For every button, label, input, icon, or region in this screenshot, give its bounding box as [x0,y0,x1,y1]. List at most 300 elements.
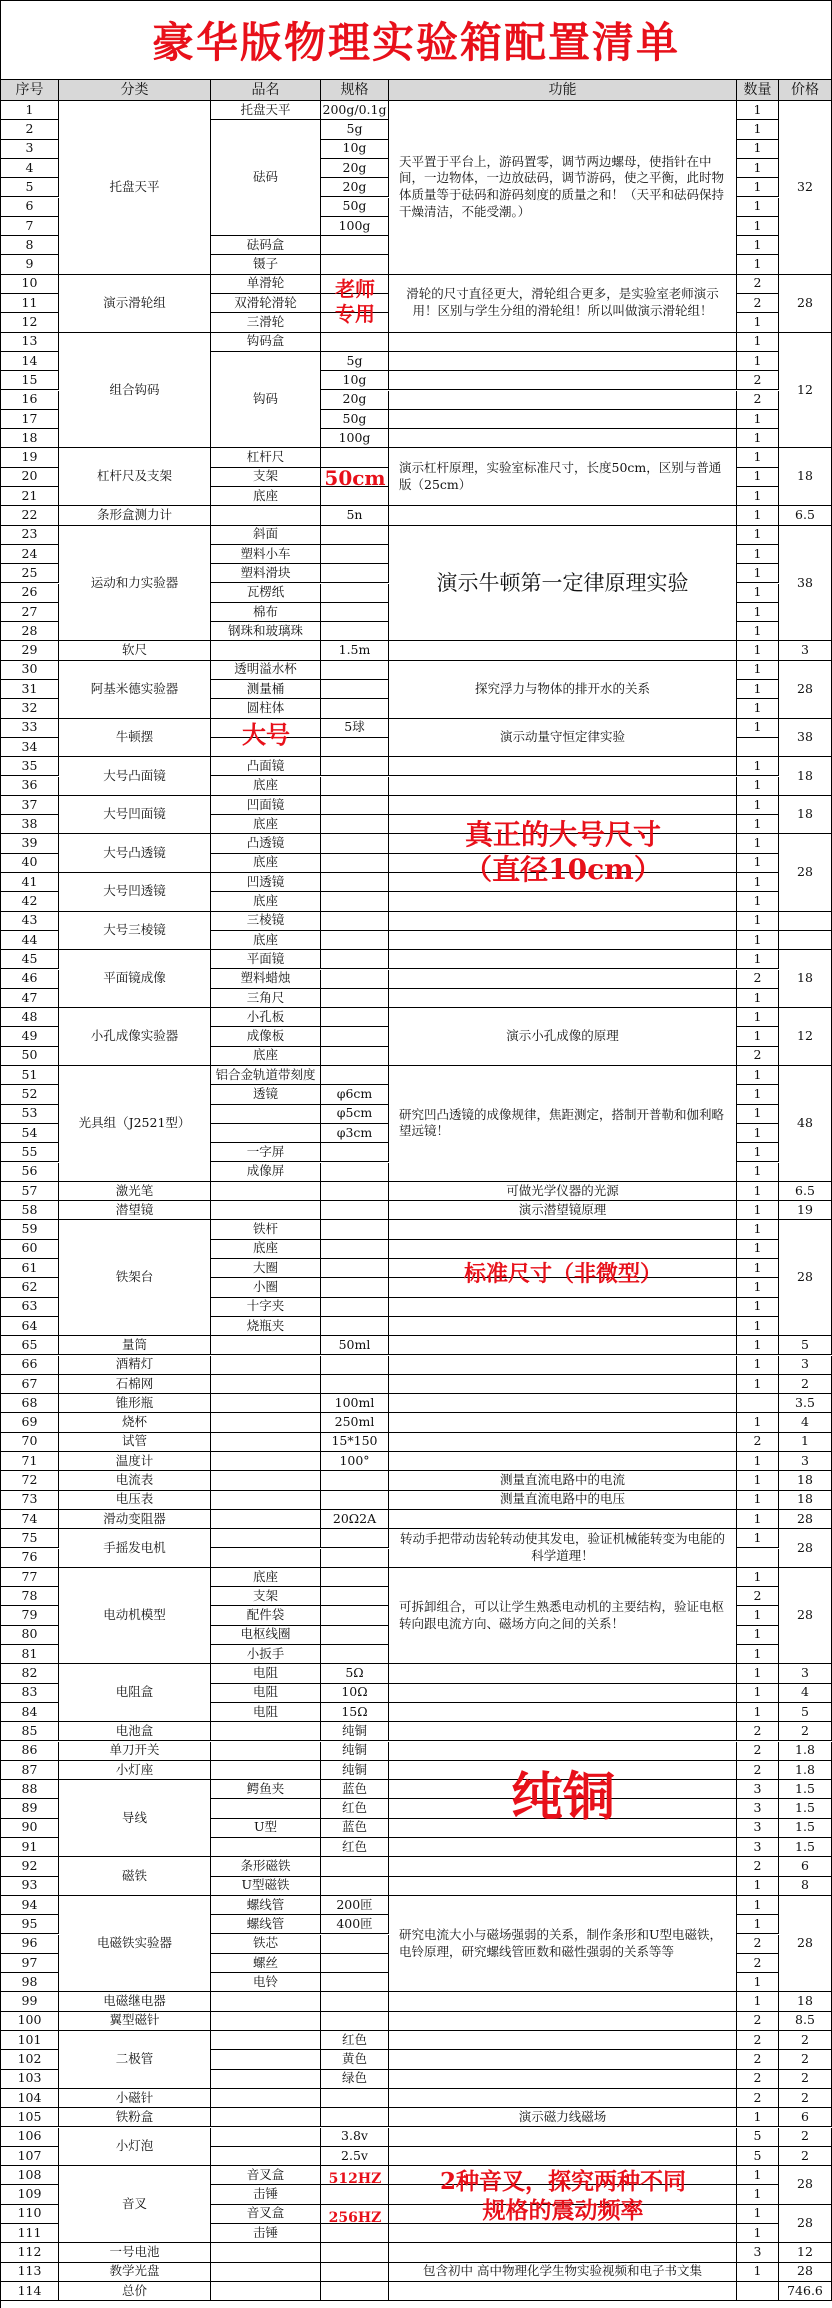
category-cell: 小磁针 [59,2089,211,2108]
category-cell: 一号电池 [59,2243,211,2262]
item-cell [211,2128,321,2147]
row-number: 90 [1,1819,59,1838]
spec-cell [321,1278,389,1297]
item-cell: 圆柱体 [211,699,321,718]
quantity-cell: 1 [737,1336,779,1355]
quantity-cell: 1 [737,1317,779,1336]
quantity-cell: 2 [737,2050,779,2069]
column-header-qty: 数量 [737,80,779,101]
quantity-cell: 1 [737,255,779,274]
function-cell: 演示潜望镜原理 [389,1201,737,1220]
quantity-cell: 1 [737,854,779,873]
item-cell [211,2089,321,2108]
item-cell: 小孔板 [211,1008,321,1027]
function-cell: 探究浮力与物体的排开水的关系 [389,661,737,719]
row-number: 60 [1,1240,59,1259]
function-cell: 包含初中 高中物理化学生物实验视频和电子书文集 [389,2263,737,2282]
price-cell: 4 [779,1684,832,1703]
spec-cell: 1.5m [321,641,389,660]
category-cell: 磁铁 [59,1857,211,1896]
row-number: 92 [1,1857,59,1876]
quantity-cell: 1 [737,506,779,525]
function-cell: 可拆卸组合，可以让学生熟悉电动机的主要结构，验证电枢转向跟电流方向、磁场方向之间的关系！ [389,1568,737,1665]
row-number: 18 [1,429,59,448]
quantity-cell: 1 [737,198,779,217]
spec-cell [321,2166,389,2185]
category-cell: 总价 [59,2282,211,2301]
quantity-cell: 1 [737,1027,779,1046]
item-cell: 底座 [211,777,321,796]
quantity-cell: 1 [737,1877,779,1896]
item-cell: 塑料蜡烛 [211,970,321,989]
function-cell [389,1742,737,1761]
price-cell: 28 [779,1220,832,1336]
quantity-cell: 1 [737,1452,779,1471]
item-cell [211,1375,321,1394]
spec-cell [321,854,389,873]
function-cell [389,757,737,776]
quantity-cell: 1 [737,699,779,718]
quantity-cell [737,1549,779,1568]
spec-cell: φ6cm [321,1085,389,1104]
item-cell: 电铃 [211,1973,321,1992]
spec-cell [321,1066,389,1085]
function-cell [389,989,737,1008]
quantity-cell: 1 [737,1259,779,1278]
item-cell [211,2050,321,2069]
row-number: 41 [1,873,59,892]
row-number: 108 [1,2166,59,2185]
row-number: 67 [1,1375,59,1394]
quantity-cell: 1 [737,931,779,950]
quantity-cell: 5 [737,2147,779,2166]
quantity-cell: 1 [737,1085,779,1104]
spec-cell: 5g [321,352,389,371]
row-number: 109 [1,2185,59,2204]
function-cell [389,1278,737,1297]
function-cell [389,2031,737,2050]
row-number: 57 [1,1182,59,1201]
function-cell [389,834,737,853]
spec-cell: 5n [321,506,389,525]
row-number: 5 [1,178,59,197]
row-number: 40 [1,854,59,873]
quantity-cell: 1 [737,815,779,834]
row-number: 56 [1,1163,59,1182]
row-number: 85 [1,1722,59,1741]
item-cell: 瓦楞纸 [211,584,321,603]
category-cell: 组合钩码 [59,333,211,449]
spec-cell [321,2089,389,2108]
price-cell: 2 [779,2070,832,2089]
function-cell [389,1819,737,1838]
spec-cell: 红色 [321,1838,389,1857]
spec-cell: 50g [321,410,389,429]
item-cell [211,1549,321,1568]
spec-cell [321,661,389,680]
spec-cell: 50g [321,198,389,217]
column-header-price: 价格 [779,80,832,101]
function-cell [389,641,737,660]
function-cell [389,950,737,969]
item-cell: 小扳手 [211,1645,321,1664]
item-cell: 斜面 [211,526,321,545]
quantity-cell: 1 [737,429,779,448]
quantity-cell: 1 [737,487,779,506]
quantity-cell: 1 [737,1298,779,1317]
price-cell: 2 [779,2147,832,2166]
row-number: 114 [1,2282,59,2301]
quantity-cell: 1 [737,1105,779,1124]
price-cell: 5 [779,1336,832,1355]
quantity-cell: 1 [737,641,779,660]
quantity-cell: 1 [737,217,779,236]
quantity-cell: 1 [737,101,779,120]
spec-cell: 50ml [321,1336,389,1355]
512hz-note: 512HZ [328,2171,382,2188]
category-cell: 单刀开关 [59,1742,211,1761]
row-number: 70 [1,1433,59,1452]
spec-cell [321,2012,389,2031]
quantity-cell: 1 [737,892,779,911]
item-cell [211,1201,321,1220]
item-cell: 棉布 [211,603,321,622]
spec-cell [321,236,389,255]
row-number: 33 [1,719,59,738]
quantity-cell: 1 [737,1645,779,1664]
item-cell [211,2012,321,2031]
function-cell [389,1857,737,1876]
item-cell: 底座 [211,892,321,911]
row-number: 75 [1,1529,59,1548]
row-number: 80 [1,1626,59,1645]
spec-cell: 5g [321,120,389,139]
quantity-cell: 2 [737,970,779,989]
row-number: 13 [1,333,59,352]
item-cell: 螺线管 [211,1896,321,1915]
item-cell: 铁芯 [211,1935,321,1954]
function-cell: 演示牛顿第一定律原理实验 [389,526,737,642]
item-cell [211,1124,321,1143]
spec-cell [321,487,389,506]
quantity-cell: 3 [737,1799,779,1818]
item-cell [211,1105,321,1124]
price-cell: 28 [779,1568,832,1665]
item-cell [211,1356,321,1375]
row-number: 44 [1,931,59,950]
price-cell: 8.5 [779,2012,832,2031]
quantity-cell: 1 [737,873,779,892]
spec-cell [321,2108,389,2127]
function-cell [389,1336,737,1355]
item-cell: 击锤 [211,2224,321,2243]
item-cell [211,1491,321,1510]
item-cell: 音叉盒 [211,2166,321,2185]
item-cell: 凸透镜 [211,834,321,853]
price-cell: 6 [779,1857,832,1876]
spec-cell: 10Ω [321,1684,389,1703]
price-cell: 18 [779,1992,832,2011]
spec-cell: 3.8v [321,2128,389,2147]
row-number: 107 [1,2147,59,2166]
quantity-cell: 3 [737,1780,779,1799]
quantity-cell: 1 [737,834,779,853]
quantity-cell: 1 [737,1491,779,1510]
page-title: 豪华版物理实验箱配置清单 [151,18,680,67]
row-number: 111 [1,2224,59,2243]
quantity-cell: 1 [737,1240,779,1259]
quantity-cell: 1 [737,2205,779,2224]
quantity-cell: 2 [737,1935,779,1954]
quantity-cell: 2 [737,1761,779,1780]
row-number: 45 [1,950,59,969]
item-cell: 鳄鱼夹 [211,1780,321,1799]
category-cell: 电池盒 [59,1722,211,1741]
spec-cell [321,931,389,950]
quantity-cell: 1 [737,1201,779,1220]
item-cell: 一字屏 [211,1143,321,1162]
spec-cell: 10g [321,371,389,390]
price-cell: 18 [779,950,832,1008]
price-cell: 4 [779,1413,832,1432]
category-cell: 烧杯 [59,1413,211,1432]
spec-cell [321,2185,389,2204]
quantity-cell: 2 [737,371,779,390]
item-cell [211,1529,321,1548]
spec-cell [321,1047,389,1066]
item-cell: 大圈 [211,1259,321,1278]
spec-cell: 15Ω [321,1703,389,1722]
price-cell: 19 [779,1201,832,1220]
quantity-cell: 1 [737,622,779,641]
price-cell: 18 [779,1471,832,1490]
price-cell: 2 [779,2089,832,2108]
price-cell: 1.5 [779,1799,832,1818]
function-cell [389,1992,737,2011]
title-bar [0,0,832,80]
row-number: 84 [1,1703,59,1722]
spec-cell [321,680,389,699]
item-cell: 支架 [211,468,321,487]
row-number: 79 [1,1606,59,1625]
price-cell: 12 [779,2243,832,2262]
category-cell: 铁架台 [59,1220,211,1336]
quantity-cell: 1 [737,1182,779,1201]
spec-cell [321,1549,389,1568]
quantity-cell: 1 [737,950,779,969]
row-number: 77 [1,1568,59,1587]
category-cell: 大号凹透镜 [59,873,211,912]
quantity-cell: 1 [737,1664,779,1683]
price-cell [779,912,832,931]
spec-cell: 纯铜 [321,1761,389,1780]
function-cell [389,796,737,815]
quantity-cell: 1 [737,1973,779,1992]
row-number: 113 [1,2263,59,2282]
function-cell: 演示小孔成像的原理 [389,1008,737,1066]
row-number: 82 [1,1664,59,1683]
category-cell: 电流表 [59,1471,211,1490]
function-cell [389,371,737,390]
item-cell [211,2108,321,2127]
spec-cell [321,2263,389,2282]
quantity-cell: 2 [737,1722,779,1741]
row-number: 62 [1,1278,59,1297]
function-cell [389,2185,737,2204]
spec-cell [321,815,389,834]
quantity-cell: 1 [737,236,779,255]
spec-cell [321,1356,389,1375]
quantity-cell: 1 [737,140,779,159]
row-number: 38 [1,815,59,834]
item-cell: 塑料小车 [211,545,321,564]
item-cell: 条形磁铁 [211,1857,321,1876]
price-cell: 12 [779,333,832,449]
category-cell: 大号凸透镜 [59,834,211,873]
quantity-cell: 2 [737,391,779,410]
item-cell: 底座 [211,931,321,950]
function-cell: 研究电流大小与磁场强弱的关系，制作条形和U型电磁铁，电铃原理，研究螺线管匝数和磁性强弱的关系等等 [389,1896,737,1993]
category-cell: 铁粉盒 [59,2108,211,2127]
price-cell: 2 [779,1375,832,1394]
quantity-cell: 1 [737,1896,779,1915]
price-cell: 3 [779,1356,832,1375]
quantity-cell: 1 [737,912,779,931]
function-cell [389,2282,737,2301]
row-number: 106 [1,2128,59,2147]
row-number: 28 [1,622,59,641]
category-cell: 电阻盒 [59,1664,211,1722]
config-table [0,80,832,2308]
item-cell: 凹透镜 [211,873,321,892]
quantity-cell: 1 [737,1568,779,1587]
item-cell: 烧瓶夹 [211,1317,321,1336]
row-number: 19 [1,448,59,467]
row-number: 86 [1,1742,59,1761]
row-number: 101 [1,2031,59,2050]
spec-cell: 20g [321,391,389,410]
item-cell: 底座 [211,487,321,506]
item-cell [211,2031,321,2050]
item-cell: 小圈 [211,1278,321,1297]
category-cell: 演示滑轮组 [59,275,211,333]
spec-cell [321,1568,389,1587]
item-cell: 音叉盒 [211,2205,321,2224]
row-number: 112 [1,2243,59,2262]
item-cell: 螺丝 [211,1954,321,1973]
function-cell: 研究凹凸透镜的成像规律，焦距测定，搭制开普勒和伽利略望远镜！ [389,1066,737,1182]
row-number: 25 [1,564,59,583]
item-cell: 电枢线圈 [211,1626,321,1645]
function-cell [389,1684,737,1703]
teacher-use-note: 老师 专用 [335,276,375,326]
function-cell [389,1259,737,1278]
category-cell: 教学光盘 [59,2263,211,2282]
category-cell: 电磁铁实验器 [59,1896,211,1993]
item-cell [211,1838,321,1857]
quantity-cell: 1 [737,2224,779,2243]
row-number: 63 [1,1298,59,1317]
spec-cell: 黄色 [321,2050,389,2069]
quantity-cell: 1 [737,1684,779,1703]
item-cell: 底座 [211,854,321,873]
spec-cell [321,1529,389,1548]
row-number: 71 [1,1452,59,1471]
row-number: 100 [1,2012,59,2031]
spec-cell: 20g [321,159,389,178]
function-cell: 演示磁力线磁场 [389,2108,737,2127]
row-number: 59 [1,1220,59,1239]
row-number: 53 [1,1105,59,1124]
category-cell: 小孔成像实验器 [59,1008,211,1066]
function-cell [389,1240,737,1259]
item-cell: 支架 [211,1587,321,1606]
item-cell: 透明溢水杯 [211,661,321,680]
price-cell: 18 [779,796,832,835]
item-cell: 双滑轮滑轮 [211,294,321,313]
quantity-cell: 1 [737,1220,779,1239]
quantity-cell: 1 [737,1008,779,1027]
item-cell [211,1722,321,1741]
category-cell: 酒精灯 [59,1356,211,1375]
spec-cell [321,1240,389,1259]
category-cell: 条形盒测力计 [59,506,211,525]
price-cell: 32 [779,101,832,275]
spec-cell [321,1954,389,1973]
spec-cell [321,255,389,274]
spec-cell [321,622,389,641]
row-number: 14 [1,352,59,371]
function-cell [389,1413,737,1432]
function-cell: 演示杠杆原理，实验室标准尺寸，长度50cm，区别与普通版（25cm） [389,448,737,506]
function-cell [389,1761,737,1780]
function-cell [389,1375,737,1394]
price-cell: 28 [779,1529,832,1568]
quantity-cell: 1 [737,448,779,467]
row-number: 74 [1,1510,59,1529]
item-cell: U型磁铁 [211,1877,321,1896]
spec-cell: 100g [321,429,389,448]
quantity-cell: 1 [737,526,779,545]
spec-cell: 250ml [321,1413,389,1432]
item-cell: 电阻 [211,1664,321,1683]
price-cell: 12 [779,1008,832,1066]
spec-cell [321,2282,389,2301]
function-cell [389,1317,737,1336]
row-number: 12 [1,313,59,332]
price-cell: 1.5 [779,1780,832,1799]
category-cell: 试管 [59,1433,211,1452]
row-number: 9 [1,255,59,274]
item-cell: 铁杆 [211,1220,321,1239]
function-cell: 可做光学仪器的光源 [389,1182,737,1201]
price-cell: 38 [779,719,832,758]
price-cell: 6 [779,2108,832,2127]
function-cell [389,1510,737,1529]
item-cell: 击锤 [211,2185,321,2204]
category-cell: 电磁继电器 [59,1992,211,2011]
spec-cell [321,448,389,467]
spec-cell [321,1027,389,1046]
category-cell: 温度计 [59,1452,211,1471]
item-cell [211,1471,321,1490]
item-cell: 钢珠和玻璃珠 [211,622,321,641]
function-cell: 天平置于平台上，游码置零，调节两边螺母，使指针在中间，一边物体，一边放砝码，调节游码，使之平衡，此时物体质量等于砝码和游码刻度的质量之和！（天平和砝码保持干燥清洁，不能受潮。） [389,101,737,275]
column-header-item: 品名 [211,80,321,101]
spec-cell [321,603,389,622]
column-header-fn: 功能 [389,80,737,101]
price-cell: 18 [779,757,832,796]
